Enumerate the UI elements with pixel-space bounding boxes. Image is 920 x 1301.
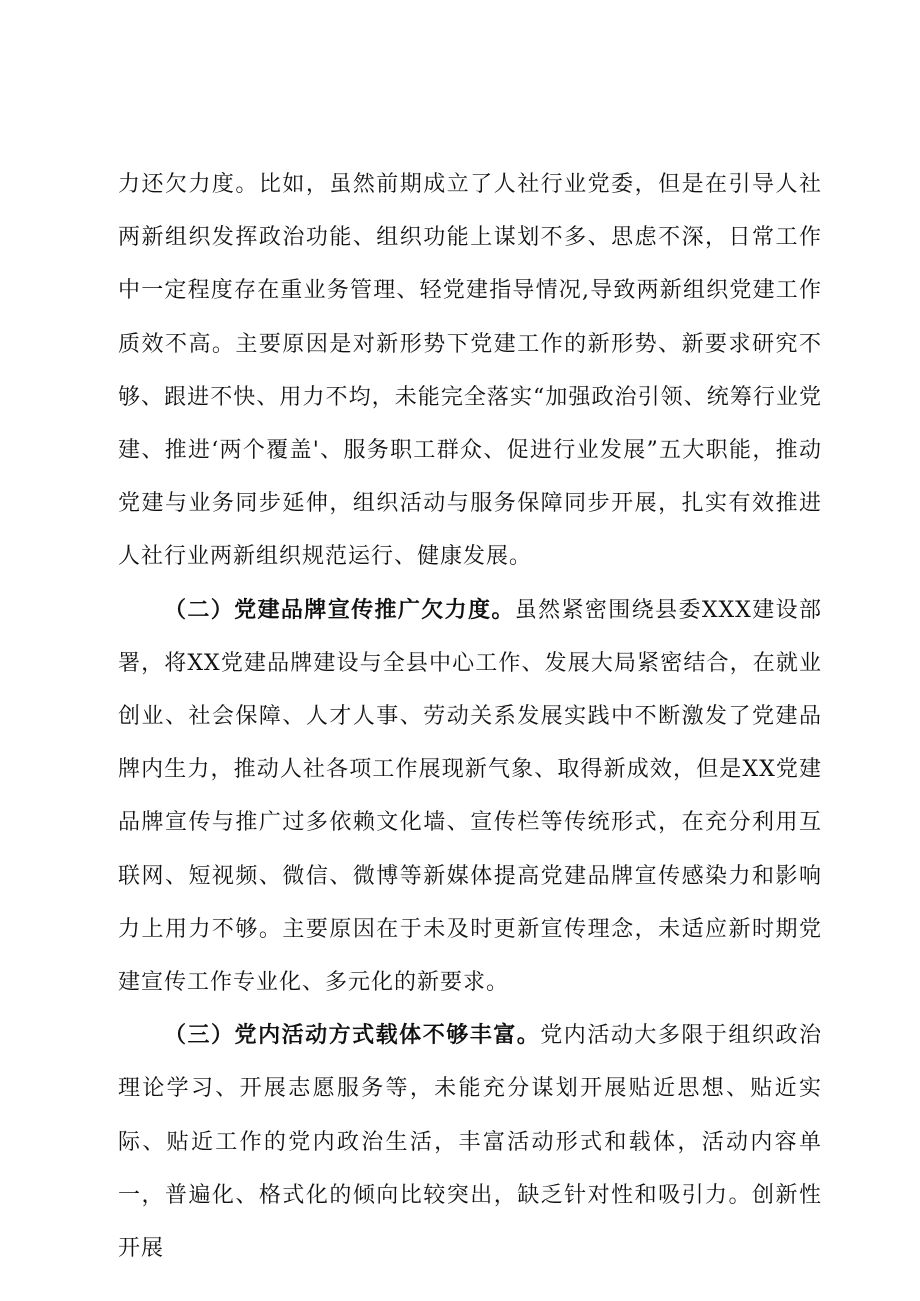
- paragraph-1: [118, 158, 822, 584]
- section-heading-3: （三）党内活动方式载体不够丰富。: [164, 1023, 541, 1049]
- paragraph-1-text: 力还欠力度。比如，虽然前期成立了人社行业党委，但是在引导人社两新组织发挥政治功能、组织功能上谋划不多、思虑不深，日常工作中一定程度存在重业务管理、轻党建指导情况,导致两新组织党建工作质效不高。主要原因是对新形势下党建工作的新形势、新要求研究不够、跟进不快、用力不均，未能完全落实“加强政治引领、统筹行业党建、推进‘两个覆盖'、服务职工群众、促进行业发展”五大职能，推动党建与业务同步延伸，组织活动与服务保障同步开展，扎实有效推进人社行业两新组织规范运行、健康发展。: [118, 172, 822, 570]
- paragraph-3: [118, 1009, 822, 1275]
- paragraph-2: [118, 584, 822, 1010]
- section-heading-2: （二）党建品牌宣传推广欠力度。: [164, 597, 515, 623]
- paragraph-3-text: 党内活动大多限于组织政治理论学习、开展志愿服务等，未能充分谋划开展贴近思想、贴近实际、贴近工作的党内政治生活，丰富活动形式和载体，活动内容单一，普遍化、格式化的倾向比较突出，缺乏针对性和吸引力。创新性开展: [118, 1023, 822, 1262]
- document-body: [118, 158, 822, 1275]
- paragraph-2-text: 虽然紧密围绕县委XXX建设部署，将XX党建品牌建设与全县中心工作、发展大局紧密结合，在就业创业、社会保障、人才人事、劳动关系发展实践中不断激发了党建品牌内生力，推动人社各项工作展现新气象、取得新成效，但是XX党建品牌宣传与推广过多依赖文化墙、宣传栏等传统形式，在充分利用互联网、短视频、微信、微博等新媒体提高党建品牌宣传感染力和影响力上用力不够。主要原因在于未及时更新宣传理念，未适应新时期党建宣传工作专业化、多元化的新要求。: [118, 597, 822, 996]
